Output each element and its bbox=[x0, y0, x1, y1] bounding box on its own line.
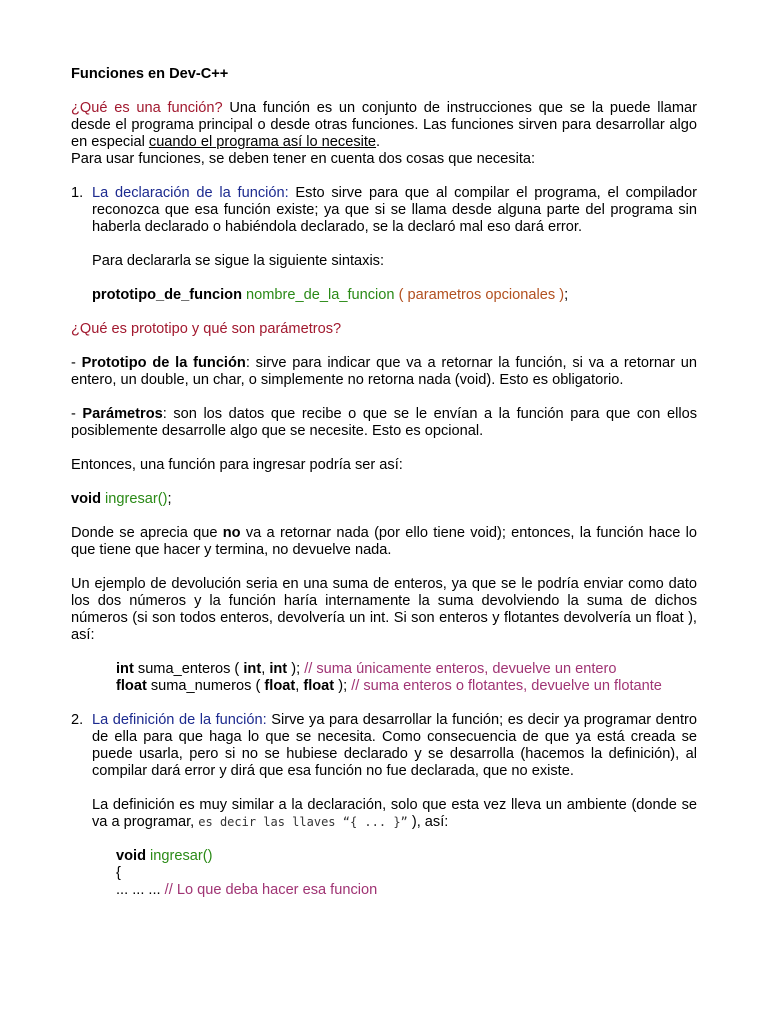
item-heading: La declaración de la función: bbox=[92, 185, 289, 201]
document-page bbox=[71, 66, 697, 899]
intro-paragraph: ¿Qué es una función? Una función es un conjunto de instrucciones que se la puede llamar desde el programa principal o desde otras funciones. Las funciones sirven para desarrollar algo en especial cuando el programa así lo necesite. bbox=[71, 100, 697, 150]
item-heading: La definición de la función: bbox=[92, 712, 267, 728]
intro-question: ¿Qué es una función? bbox=[71, 100, 223, 116]
def-code-body: ... ... ... // Lo que deba hacer esa funcion bbox=[116, 882, 378, 898]
list-item-definicion: 2. La definición de la función: Sirve ya para desarrollar la función; es decir ya programar dentro de ella para que haga lo que se necesita. Como consecuencia de que ya está creada se puede usarla, pero si no se hubiese declarado y se desarrolla (hacemos la definición), al compilar dará error y dirá que esa función no fue declarada, que no existe. bbox=[71, 712, 697, 779]
question-prototipo: ¿Qué es prototipo y qué son parámetros? bbox=[71, 321, 342, 337]
underlined-phrase: cuando el programa así lo necesite bbox=[148, 134, 377, 150]
list-item-declaracion: 1. La declaración de la función: Esto sirve para que al compilar el programa, el compilador reconozca que esa función existe; ya que si se llama desde alguna parte del programa sin haberla declarado o habiéndola declarado, se la declaró mal eso dará error. bbox=[71, 185, 697, 235]
sum-example-paragraph: Un ejemplo de devolución seria en una suma de enteros, ya que se le podría enviar como dato los dos números y la función haría internamente la suma devolviendo la suma de dichos números (si son todos enteros, devolvería un int. Si son enteros y flotantes devolvería un float ), así: bbox=[71, 576, 697, 643]
definition-prototipo: - Prototipo de la función: sirve para indicar que va a retornar la función, si va a retornar un entero, un double, un char, o simplemente no retorna nada (void). Esto es obligatorio. bbox=[71, 355, 697, 388]
syntax-intro: Para declararla se sigue la siguiente sintaxis: bbox=[92, 253, 385, 269]
code-line-int: int suma_enteros ( int, int ); // suma únicamente enteros, devuelve un entero bbox=[116, 661, 617, 677]
no-return-paragraph: Donde se aprecia que no va a retornar nada (por ello tiene void); entonces, la función hace lo que tiene que hacer y termina, no devuelve nada. bbox=[71, 525, 697, 558]
example-intro: Entonces, una función para ingresar podría ser así: bbox=[71, 457, 403, 473]
example-code: void ingresar(); bbox=[71, 491, 172, 507]
list-number: 2. bbox=[71, 712, 84, 728]
list-number: 1. bbox=[71, 185, 84, 201]
definition-parametros: - Parámetros: son los datos que recibe o que se le envían a la función para que con ellos posiblemente desarrolle algo que se necesite. Esto es opcional. bbox=[71, 406, 697, 439]
code-line-float: float suma_numeros ( float, float ); // suma enteros o flotantes, devuelve un flotante bbox=[116, 678, 662, 694]
syntax-line: prototipo_de_funcion nombre_de_la_funcion ( parametros opcionales ); bbox=[92, 287, 569, 303]
def-code-brace: { bbox=[116, 865, 121, 881]
document-title: Funciones en Dev-C++ bbox=[71, 66, 229, 82]
definition-similar-paragraph: La definición es muy similar a la declaración, solo que esta vez lleva un ambiente (donde se va a programar, es decir las llaves “{ ... }” ), así: bbox=[92, 797, 697, 830]
def-code-signature: void ingresar() bbox=[116, 848, 213, 864]
intro-line2: Para usar funciones, se deben tener en cuenta dos cosas que necesita: bbox=[71, 151, 536, 167]
